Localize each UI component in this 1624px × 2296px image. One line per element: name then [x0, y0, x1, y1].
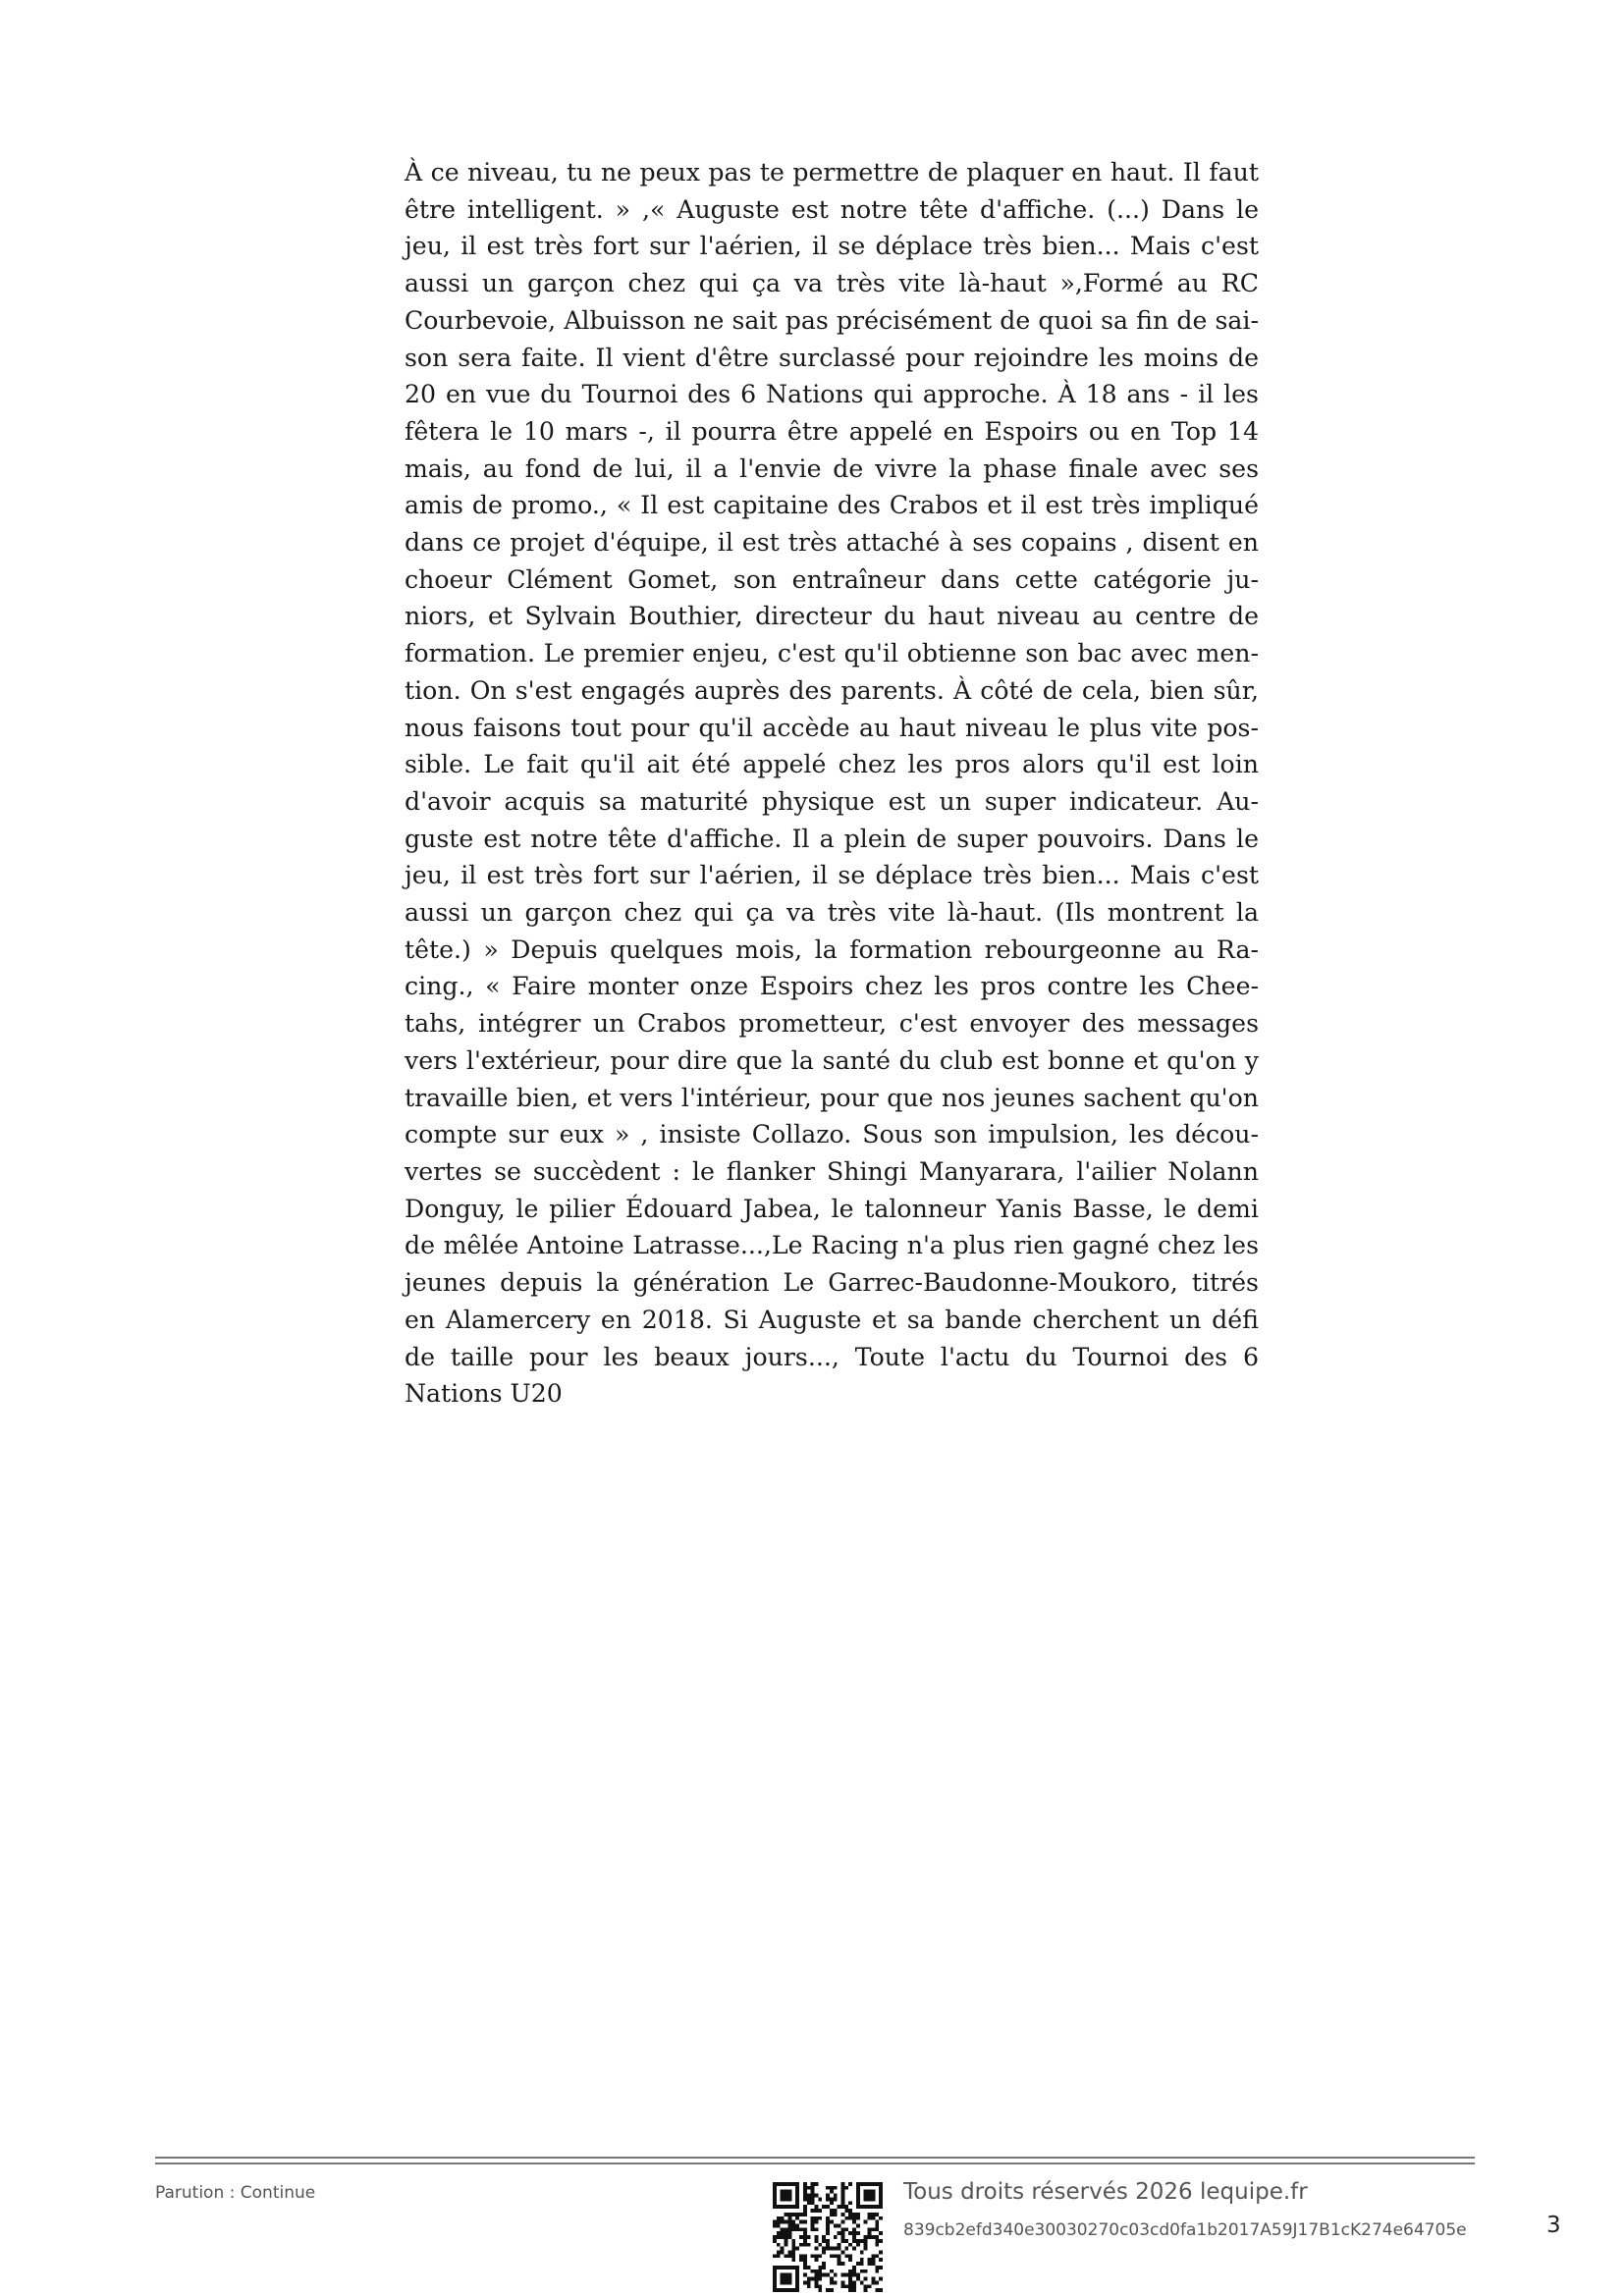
parution-label: Parution : Continue [155, 2183, 316, 2203]
copyright-notice: Tous droits réservés 2026 lequipe.fr [903, 2179, 1308, 2205]
article-body: À ce niveau, tu ne peux pas te permettre de plaquer en haut. Il faut être intelligent. » ,« Auguste est notre tête d'affiche. (...) Dans le jeu, il est très fort sur l'aérien, il se déplace très bien... Mais c'est aussi un garçon chez qui ça va très vite là-haut »,Formé au RC Courbevoie, Albuisson ne sait pas précisément de quoi sa fin de saison sera faite. Il vient d'être surclassé pour rejoindre les moins de 20 en vue du Tournoi des 6 Nations qui approche. À 18 ans - il les fêtera le 10 mars -, il pourra être appelé en Espoirs ou en Top 14 mais, au fond de lui, il a l'envie de vivre la phase finale avec ses amis de promo., « Il est capitaine des Crabos et il est très impliqué dans ce projet d'équipe, il est très attaché à ses copains , disent en choeur Clément Gomet, son entraîneur dans cette catégorie juniors, et Sylvain Bouthier, directeur du haut niveau au centre de formation. Le premier enjeu, c'est qu'il obtienne son bac avec mention. On s'est engagés auprès des parents. À côté de cela, bien sûr, nous faisons tout pour qu'il accède au haut niveau le plus vite possible. Le fait qu'il ait été appelé chez les pros alors qu'il est loin d'avoir acquis sa maturité physique est un super indicateur. Auguste est notre tête d'affiche. Il a plein de super pouvoirs. Dans le jeu, il est très fort sur l'aérien, il se déplace très bien... Mais c'est aussi un garçon chez qui ça va très vite là-haut. (Ils montrent la tête.) » Depuis quelques mois, la formation rebourgeonne au Racing., « Faire monter onze Espoirs chez les pros contre les Cheetahs, intégrer un Crabos prometteur, c'est envoyer des messages vers l'extérieur, pour dire que la santé du club est bonne et qu'on y travaille bien, et vers l'intérieur, pour que nos jeunes sachent qu'on compte sur eux » , insiste Collazo. Sous son impulsion, les découvertes se succèdent : le flanker Shingi Manyarara, l'ailier Nolann Donguy, le pilier Édouard Jabea, le talonneur Yanis Basse, le demi de mêlée Antoine Latrasse...,Le Racing n'a plus rien gagné chez les jeunes depuis la génération Le Garrec-Baudonne-Moukoro, titrés en Alamercery en 2018. Si Auguste et sa bande cherchent un défi de taille pour les beaux jours..., Toute l'actu du Tournoi des 6 Nations U20 [405, 158, 1259, 1409]
document-id: 839cb2efd340e30030270c03cd0fa1b2017A59J17B1cK274e64705e [903, 2220, 1467, 2240]
qr-code-icon [773, 2182, 883, 2292]
footer-divider-bottom [155, 2163, 1475, 2164]
page-number: 3 [1546, 2213, 1561, 2238]
footer-divider-top [155, 2157, 1475, 2159]
